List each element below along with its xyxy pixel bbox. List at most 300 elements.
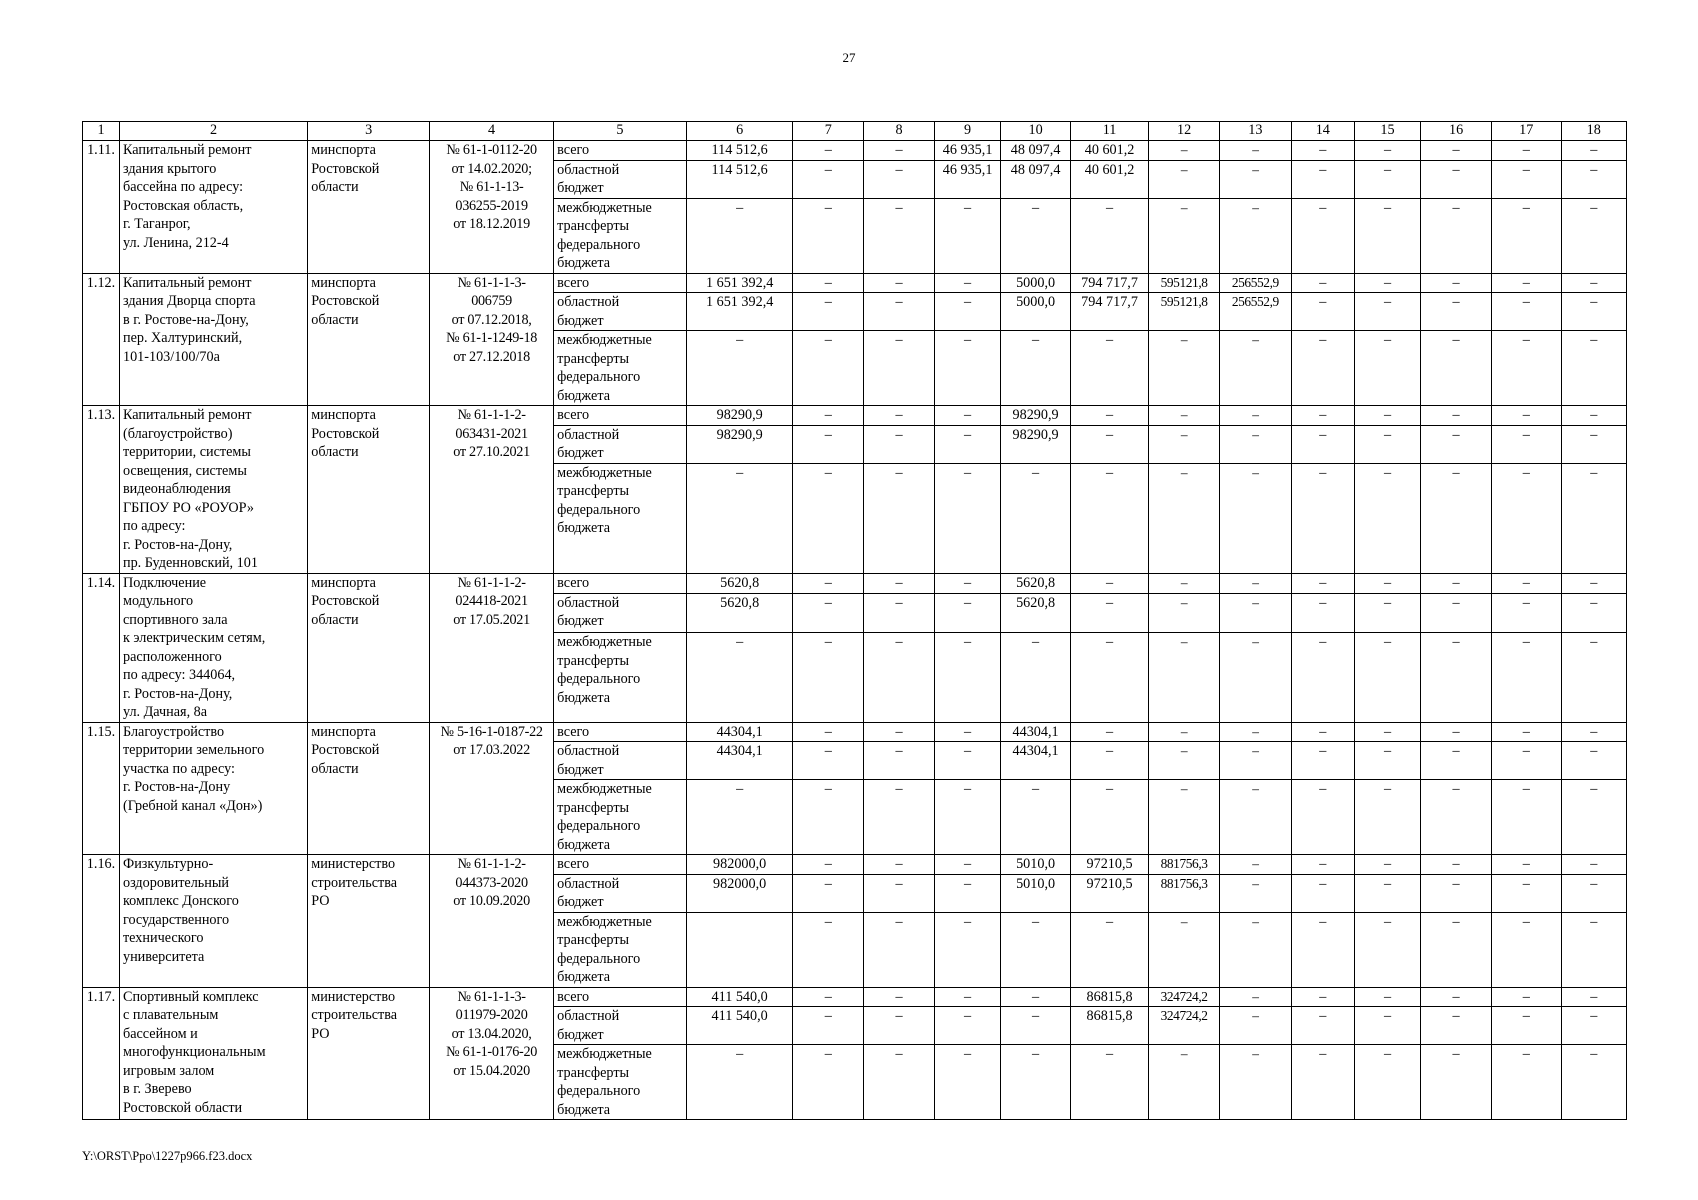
value-cell: –: [1354, 593, 1420, 632]
value-cell: 256552,9: [1219, 293, 1291, 331]
cell-line: трансферты: [557, 799, 630, 816]
value-cell: –: [793, 1007, 864, 1045]
value-cell: –: [1149, 912, 1220, 987]
value-cell: –: [1291, 874, 1354, 912]
value-cell: –: [1070, 1045, 1148, 1120]
value-cell: –: [1491, 160, 1561, 198]
cell-line: модульного: [122, 593, 194, 609]
value-cell: –: [934, 633, 1000, 722]
cell-line: технического: [122, 930, 204, 946]
value-cell: –: [1491, 1007, 1561, 1045]
funding-source: [554, 293, 687, 331]
cell-line: минспорта: [311, 574, 376, 591]
value-cell: –: [1149, 633, 1220, 722]
value-cell: –: [1291, 406, 1354, 426]
value-cell: 881756,3: [1149, 874, 1220, 912]
value-cell: –: [1561, 987, 1626, 1007]
cell-line: Ростовской: [311, 160, 380, 177]
column-header: 4: [430, 122, 554, 141]
value-cell: –: [864, 198, 935, 273]
column-header: 12: [1149, 122, 1220, 141]
value-cell: –: [1354, 331, 1420, 406]
value-cell: 44304,1: [686, 742, 793, 780]
value-cell: 5620,8: [686, 593, 793, 632]
cell-line: всего: [557, 856, 590, 872]
cell-line: спортивного зала: [122, 611, 228, 628]
value-cell: –: [1491, 874, 1561, 912]
value-cell: –: [686, 331, 793, 406]
cell-line: бюджета: [557, 836, 611, 853]
value-cell: –: [1149, 198, 1220, 273]
cell-line: министерство: [311, 988, 396, 1005]
value-cell: –: [1561, 912, 1626, 987]
value-cell: 44304,1: [686, 722, 793, 742]
value-cell: 40 601,2: [1070, 141, 1148, 161]
value-cell: 5620,8: [686, 573, 793, 593]
value-cell: –: [1291, 273, 1354, 293]
value-cell: –: [1001, 331, 1071, 406]
value-cell: –: [864, 463, 935, 573]
cell-line: № 61-1-1-3-: [457, 274, 526, 291]
value-cell: 595121,8: [1149, 293, 1220, 331]
value-cell: –: [1354, 573, 1420, 593]
value-cell: –: [1561, 742, 1626, 780]
responsible-org: [308, 273, 430, 406]
value-cell: –: [934, 874, 1000, 912]
value-cell: –: [934, 742, 1000, 780]
value-cell: 5000,0: [1001, 273, 1071, 293]
cell-line: от 17.05.2021: [453, 611, 530, 628]
cell-line: Капитальный ремонт: [122, 407, 252, 423]
value-cell: –: [686, 463, 793, 573]
value-cell: –: [1070, 633, 1148, 722]
value-cell: –: [864, 987, 935, 1007]
value-cell: –: [864, 593, 935, 632]
cell-line: области: [311, 311, 359, 328]
cell-line: Ростовской области: [122, 1099, 243, 1116]
value-cell: –: [1291, 855, 1354, 875]
value-cell: –: [1219, 1045, 1291, 1120]
cell-line: в г. Зверево: [122, 1081, 192, 1097]
value-cell: –: [1421, 293, 1492, 331]
value-cell: 86815,8: [1070, 1007, 1148, 1045]
cell-line: 036255-2019: [455, 197, 528, 214]
value-cell: –: [1070, 198, 1148, 273]
budget-table: [82, 121, 1627, 1120]
value-cell: 40 601,2: [1070, 160, 1148, 198]
cell-line: Физкультурно-: [122, 856, 214, 872]
value-cell: –: [1354, 141, 1420, 161]
value-cell: –: [1291, 573, 1354, 593]
value-cell: –: [1354, 742, 1420, 780]
expertise-document: [430, 722, 554, 855]
cell-line: Ростовской: [311, 742, 380, 758]
cell-line: игровым залом: [122, 1062, 215, 1079]
cell-line: оздоровительный: [122, 874, 229, 891]
funding-source: [554, 855, 687, 875]
value-cell: –: [1491, 633, 1561, 722]
cell-line: бюджет: [557, 761, 604, 778]
value-cell: –: [1291, 463, 1354, 573]
item-number: 1.15.: [83, 722, 120, 855]
value-cell: –: [1070, 463, 1148, 573]
value-cell: –: [1491, 293, 1561, 331]
column-header: 10: [1001, 122, 1071, 141]
cell-line: по адресу: 344064,: [122, 667, 236, 683]
value-cell: 256552,9: [1219, 273, 1291, 293]
value-cell: –: [1421, 331, 1492, 406]
value-cell: 324724,2: [1149, 987, 1220, 1007]
item-number: 1.12.: [83, 273, 120, 406]
cell-line: федерального: [557, 501, 641, 518]
value-cell: –: [864, 912, 935, 987]
cell-line: от 10.09.2020: [453, 893, 530, 909]
cell-line: № 61-1-1-2-: [457, 407, 526, 423]
value-cell: –: [1421, 1007, 1492, 1045]
column-header: 15: [1354, 122, 1420, 141]
value-cell: –: [1421, 425, 1492, 463]
value-cell: –: [1149, 463, 1220, 573]
value-cell: –: [793, 722, 864, 742]
value-cell: –: [864, 573, 935, 593]
value-cell: –: [1219, 855, 1291, 875]
column-header: 16: [1421, 122, 1492, 141]
value-cell: –: [1421, 987, 1492, 1007]
value-cell: –: [1561, 331, 1626, 406]
cell-line: государственного: [122, 911, 230, 928]
cell-line: межбюджетные: [557, 913, 652, 930]
cell-line: минспорта: [311, 274, 376, 291]
value-cell: –: [1149, 722, 1220, 742]
value-cell: –: [1354, 160, 1420, 198]
cell-line: федерального: [557, 1083, 641, 1099]
value-cell: 794 717,7: [1070, 273, 1148, 293]
value-cell: –: [1561, 1045, 1626, 1120]
value-cell: –: [1561, 573, 1626, 593]
cell-line: территории земельного: [122, 742, 265, 758]
cell-line: федерального: [557, 950, 641, 967]
value-cell: –: [793, 912, 864, 987]
cell-line: (Гребной канал «Дон»): [122, 797, 263, 814]
cell-line: бюджета: [557, 520, 611, 536]
value-cell: 46 935,1: [934, 141, 1000, 161]
table-row: [83, 406, 1627, 426]
cell-line: освещения, системы: [122, 462, 247, 479]
value-cell: 794 717,7: [1070, 293, 1148, 331]
cell-line: бюджета: [557, 387, 611, 404]
cell-line: бюджет: [557, 613, 604, 630]
value-cell: –: [793, 633, 864, 722]
value-cell: –: [1491, 331, 1561, 406]
value-cell: –: [793, 573, 864, 593]
expertise-document: [430, 855, 554, 988]
value-cell: 98290,9: [1001, 406, 1071, 426]
value-cell: 881756,3: [1149, 855, 1220, 875]
value-cell: –: [686, 198, 793, 273]
funding-source: [554, 463, 687, 573]
value-cell: –: [864, 780, 935, 855]
value-cell: –: [1491, 780, 1561, 855]
cell-line: строительства: [311, 1007, 398, 1023]
cell-line: пр. Буденновский, 101: [122, 555, 258, 571]
value-cell: –: [1354, 780, 1420, 855]
value-cell: –: [1491, 987, 1561, 1007]
item-number: 1.13.: [83, 406, 120, 574]
cell-line: бюджета: [557, 689, 611, 706]
cell-line: всего: [557, 723, 590, 740]
value-cell: –: [686, 1045, 793, 1120]
cell-line: к электрическим сетям,: [122, 630, 266, 646]
table-row: [83, 987, 1627, 1007]
cell-line: ул. Дачная, 8а: [122, 704, 208, 720]
value-cell: –: [1354, 463, 1420, 573]
cell-line: № 61-1-0176-20: [446, 1044, 538, 1060]
cell-line: от 07.12.2018,: [451, 311, 532, 328]
value-cell: –: [793, 1045, 864, 1120]
cell-line: Капитальный ремонт: [122, 142, 252, 158]
funding-source: [554, 406, 687, 426]
cell-line: территории, системы: [122, 444, 251, 460]
cell-line: 011979-2020: [455, 1007, 528, 1023]
value-cell: –: [1291, 722, 1354, 742]
value-cell: –: [1070, 425, 1148, 463]
cell-line: бюджет: [557, 312, 604, 329]
value-cell: 5010,0: [1001, 874, 1071, 912]
value-cell: –: [793, 425, 864, 463]
value-cell: –: [686, 633, 793, 722]
value-cell: –: [1561, 1007, 1626, 1045]
value-cell: –: [1354, 198, 1420, 273]
value-cell: –: [864, 331, 935, 406]
cell-line: минспорта: [311, 142, 376, 158]
value-cell: –: [864, 874, 935, 912]
cell-line: федерального: [557, 671, 641, 688]
cell-line: расположенного: [122, 648, 222, 665]
cell-line: трансферты: [557, 350, 630, 367]
value-cell: –: [793, 331, 864, 406]
table-row: [83, 141, 1627, 161]
value-cell: –: [1001, 1007, 1071, 1045]
value-cell: –: [1291, 425, 1354, 463]
value-cell: 86815,8: [1070, 987, 1148, 1007]
funding-source: [554, 573, 687, 593]
value-cell: –: [934, 987, 1000, 1007]
value-cell: 5010,0: [1001, 855, 1071, 875]
column-header: 5: [554, 122, 687, 141]
value-cell: –: [1354, 912, 1420, 987]
value-cell: –: [1354, 406, 1420, 426]
cell-line: РО: [311, 893, 330, 909]
cell-line: пер. Халтуринский,: [122, 330, 243, 346]
cell-line: 101-103/100/70а: [122, 348, 220, 365]
value-cell: –: [1001, 912, 1071, 987]
table-row: [83, 273, 1627, 293]
value-cell: –: [1561, 273, 1626, 293]
object-name: [119, 722, 307, 855]
cell-line: комплекс Донского: [122, 893, 239, 909]
value-cell: –: [1354, 273, 1420, 293]
value-cell: –: [1291, 160, 1354, 198]
value-cell: –: [864, 855, 935, 875]
value-cell: –: [864, 425, 935, 463]
cell-line: министерство: [311, 856, 396, 872]
value-cell: –: [934, 1007, 1000, 1045]
cell-line: от 17.03.2022: [453, 742, 530, 758]
value-cell: –: [1561, 593, 1626, 632]
value-cell: –: [934, 593, 1000, 632]
funding-source: [554, 780, 687, 855]
column-header: 13: [1219, 122, 1291, 141]
value-cell: –: [1291, 1045, 1354, 1120]
column-header: 18: [1561, 122, 1626, 141]
value-cell: –: [1070, 742, 1148, 780]
cell-line: областной: [557, 161, 620, 178]
value-cell: –: [793, 780, 864, 855]
cell-line: г. Таганрог,: [122, 216, 191, 232]
value-cell: –: [1219, 406, 1291, 426]
value-cell: 114 512,6: [686, 160, 793, 198]
value-cell: –: [793, 198, 864, 273]
value-cell: –: [793, 987, 864, 1007]
value-cell: –: [1149, 742, 1220, 780]
column-header: 17: [1491, 122, 1561, 141]
funding-source: [554, 198, 687, 273]
value-cell: –: [1001, 633, 1071, 722]
value-cell: 48 097,4: [1001, 141, 1071, 161]
value-cell: –: [1561, 293, 1626, 331]
cell-line: области: [311, 760, 359, 777]
cell-line: всего: [557, 274, 590, 291]
cell-line: от 27.10.2021: [453, 444, 530, 460]
cell-line: Подключение: [122, 574, 207, 591]
cell-line: областной: [557, 426, 620, 443]
value-cell: –: [1001, 987, 1071, 1007]
value-cell: –: [864, 273, 935, 293]
value-cell: –: [686, 780, 793, 855]
responsible-org: [308, 406, 430, 574]
value-cell: –: [1291, 780, 1354, 855]
value-cell: –: [1291, 987, 1354, 1007]
cell-line: бюджета: [557, 255, 611, 271]
cell-line: федерального: [557, 369, 641, 385]
value-cell: –: [1070, 780, 1148, 855]
cell-line: от 13.04.2020,: [451, 1025, 532, 1042]
cell-line: областной: [557, 294, 620, 310]
cell-line: № 61-1-13-: [459, 179, 524, 195]
value-cell: –: [793, 593, 864, 632]
value-cell: –: [1149, 141, 1220, 161]
value-cell: –: [1561, 855, 1626, 875]
funding-source: [554, 722, 687, 742]
funding-source: [554, 331, 687, 406]
value-cell: –: [1421, 273, 1492, 293]
value-cell: 97210,5: [1070, 874, 1148, 912]
value-cell: –: [1219, 463, 1291, 573]
cell-line: областной: [557, 875, 620, 892]
item-number: 1.11.: [83, 141, 120, 274]
cell-line: области: [311, 179, 359, 195]
value-cell: –: [1001, 780, 1071, 855]
value-cell: –: [1561, 406, 1626, 426]
value-cell: –: [934, 1045, 1000, 1120]
cell-line: ГБПОУ РО «РОУОР»: [122, 499, 255, 516]
cell-line: бассейна по адресу:: [122, 179, 244, 195]
cell-line: № 61-1-0112-20: [446, 142, 537, 158]
cell-line: федерального: [557, 818, 641, 834]
value-cell: –: [1491, 198, 1561, 273]
funding-source: [554, 633, 687, 722]
value-cell: –: [1561, 780, 1626, 855]
column-header: 2: [119, 122, 307, 141]
cell-line: от 14.02.2020;: [451, 160, 532, 177]
value-cell: –: [1149, 331, 1220, 406]
value-cell: –: [1491, 273, 1561, 293]
value-cell: –: [1561, 425, 1626, 463]
responsible-org: [308, 987, 430, 1120]
value-cell: –: [864, 1045, 935, 1120]
cell-line: трансферты: [557, 652, 630, 669]
value-cell: –: [1354, 874, 1420, 912]
value-cell: –: [1421, 573, 1492, 593]
value-cell: –: [1291, 593, 1354, 632]
cell-line: г. Ростов-на-Дону,: [122, 685, 233, 702]
cell-line: от 18.12.2019: [453, 216, 530, 232]
value-cell: –: [1219, 633, 1291, 722]
value-cell: 98290,9: [686, 425, 793, 463]
value-cell: –: [1219, 780, 1291, 855]
value-cell: –: [934, 406, 1000, 426]
cell-line: 063431-2021: [455, 425, 528, 442]
cell-line: здания крытого: [122, 160, 217, 177]
column-header: 11: [1070, 122, 1148, 141]
value-cell: –: [934, 573, 1000, 593]
value-cell: –: [1491, 463, 1561, 573]
funding-source: [554, 1045, 687, 1120]
cell-line: в г. Ростове-на-Дону,: [122, 311, 249, 328]
footer-file-path: Y:\ORST\Ppo\1227p966.f23.docx: [82, 1149, 253, 1163]
value-cell: –: [1491, 742, 1561, 780]
value-cell: –: [1149, 780, 1220, 855]
object-name: [119, 573, 307, 722]
cell-line: № 61-1-1-2-: [457, 574, 526, 591]
value-cell: –: [1219, 331, 1291, 406]
value-cell: 982000,0: [686, 874, 793, 912]
value-cell: –: [1354, 855, 1420, 875]
cell-line: межбюджетные: [557, 464, 652, 481]
value-cell: –: [793, 160, 864, 198]
value-cell: –: [1561, 722, 1626, 742]
funding-source: [554, 141, 687, 161]
value-cell: –: [1291, 633, 1354, 722]
cell-line: здания Дворца спорта: [122, 293, 256, 309]
table-body: [83, 122, 1627, 1120]
value-cell: –: [1291, 1007, 1354, 1045]
value-cell: 411 540,0: [686, 987, 793, 1007]
value-cell: 5620,8: [1001, 593, 1071, 632]
cell-line: университета: [122, 948, 205, 965]
cell-line: по адресу:: [122, 518, 186, 534]
value-cell: –: [1219, 987, 1291, 1007]
cell-line: № 61-1-1249-18: [446, 330, 538, 346]
table-row: [83, 722, 1627, 742]
cell-line: участка по адресу:: [122, 760, 235, 777]
value-cell: –: [1421, 1045, 1492, 1120]
cell-line: межбюджетные: [557, 634, 652, 651]
value-cell: –: [934, 463, 1000, 573]
cell-line: межбюджетные: [557, 781, 652, 797]
value-cell: –: [864, 633, 935, 722]
table-row: [83, 855, 1627, 875]
